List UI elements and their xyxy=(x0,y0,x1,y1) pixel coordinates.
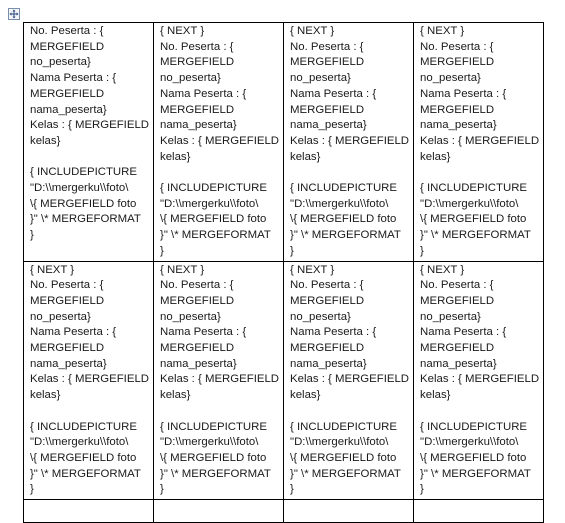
field-code-line: \{ MERGEFIELD foto xyxy=(420,451,527,464)
field-code-line: }" \* MERGEFORMAT xyxy=(420,467,531,480)
field-code-line: MERGEFIELD xyxy=(30,294,105,307)
field-code-line: kelas} xyxy=(290,150,321,163)
field-code-line: Nama Peserta : { xyxy=(160,326,247,339)
table-cell[interactable] xyxy=(414,500,544,523)
field-code-line: kelas} xyxy=(160,389,191,402)
field-code-line: { NEXT } xyxy=(420,263,465,276)
table-cell[interactable] xyxy=(154,500,284,523)
field-code-line: }" \* MERGEFORMAT xyxy=(30,213,141,226)
field-code-line: "D:\\mergerku\\foto\ xyxy=(30,182,129,195)
field-code-line: { NEXT } xyxy=(160,25,205,37)
field-code-line: kelas} xyxy=(420,150,451,163)
field-code-line: } xyxy=(290,244,294,257)
field-code-line: "D:\\mergerku\\foto\ xyxy=(30,436,129,449)
label-cell[interactable] xyxy=(414,261,544,500)
field-code-line: { NEXT } xyxy=(420,25,465,37)
field-code-line: { INCLUDEPICTURE xyxy=(30,166,137,179)
field-code-line: no_peserta} xyxy=(420,310,481,323)
field-code-line: no_peserta} xyxy=(30,56,91,69)
field-code-line: MERGEFIELD xyxy=(160,342,235,355)
field-code-line: "D:\\mergerku\\foto\ xyxy=(160,436,259,449)
field-code-line: { INCLUDEPICTURE xyxy=(30,420,137,433)
field-code-line: kelas} xyxy=(30,134,61,147)
field-code-line: } xyxy=(160,483,164,496)
field-code-line: MERGEFIELD xyxy=(30,87,105,100)
field-code-line: }" \* MERGEFORMAT xyxy=(420,229,531,242)
table-row xyxy=(24,261,544,500)
field-code-line: MERGEFIELD xyxy=(420,342,495,355)
field-code-line: }" \* MERGEFORMAT xyxy=(160,467,271,480)
field-code-line xyxy=(290,404,409,420)
field-code-line: kelas} xyxy=(30,389,61,402)
field-code-line: }" \* MERGEFORMAT xyxy=(160,229,271,242)
field-code-line: Kelas : { MERGEFIELD xyxy=(290,134,410,147)
field-code-line: } xyxy=(160,244,164,257)
field-code-line: No. Peserta : { xyxy=(30,279,104,292)
field-code-line: }" \* MERGEFORMAT xyxy=(290,229,401,242)
field-code-line: no_peserta} xyxy=(30,310,91,323)
field-code-line: \{ MERGEFIELD foto xyxy=(30,451,137,464)
table-cell[interactable] xyxy=(24,500,154,523)
field-code-line: No. Peserta : { xyxy=(420,40,494,53)
label-cell[interactable] xyxy=(24,261,154,500)
field-code-line: { INCLUDEPICTURE xyxy=(420,420,528,433)
field-code-line: MERGEFIELD xyxy=(290,103,365,116)
field-code-line: { INCLUDEPICTURE xyxy=(160,420,267,433)
field-code-line xyxy=(420,165,539,181)
table-move-handle[interactable] xyxy=(8,8,20,20)
label-cell[interactable] xyxy=(154,261,284,500)
field-code-line: No. Peserta : { xyxy=(30,25,104,37)
field-code-line: } xyxy=(420,244,424,257)
field-code-line: MERGEFIELD xyxy=(160,294,235,307)
field-code-line xyxy=(30,404,149,420)
field-code-line: Kelas : { MERGEFIELD xyxy=(160,134,280,147)
field-code-line: nama_peserta} xyxy=(290,119,367,132)
field-code-line: Nama Peserta : { xyxy=(290,326,377,339)
field-code-line: No. Peserta : { xyxy=(160,279,234,292)
field-code-line xyxy=(290,165,409,181)
field-code-line: MERGEFIELD xyxy=(420,56,495,69)
field-code-line xyxy=(160,165,279,181)
field-code-line: Nama Peserta : { xyxy=(30,72,117,85)
field-code-line: kelas} xyxy=(420,389,451,402)
field-code-line: }" \* MERGEFORMAT xyxy=(30,467,141,480)
field-code-line: MERGEFIELD xyxy=(290,294,365,307)
field-code-line: { INCLUDEPICTURE xyxy=(290,420,397,433)
field-code-line: } xyxy=(30,483,34,496)
field-code-line: Nama Peserta : { xyxy=(30,326,117,339)
field-code-line: Nama Peserta : { xyxy=(420,326,507,339)
field-code-line: Nama Peserta : { xyxy=(290,87,377,100)
field-code-line: "D:\\mergerku\\foto\ xyxy=(420,197,519,210)
field-code-line: MERGEFIELD xyxy=(30,40,105,53)
field-code-line: { INCLUDEPICTURE xyxy=(420,182,528,195)
label-cell[interactable] xyxy=(24,23,154,262)
field-code-line: } xyxy=(290,483,294,496)
field-code-line: { NEXT } xyxy=(30,263,75,276)
field-code-line: MERGEFIELD xyxy=(420,294,495,307)
label-cell[interactable] xyxy=(154,23,284,262)
field-code-line: \{ MERGEFIELD foto xyxy=(290,451,397,464)
field-code-line: } xyxy=(30,229,34,242)
table-cell[interactable] xyxy=(284,500,414,523)
field-code-line: nama_peserta} xyxy=(160,119,237,132)
field-code-line: MERGEFIELD xyxy=(30,342,105,355)
field-code-line: }" \* MERGEFORMAT xyxy=(290,467,401,480)
field-code-line: { INCLUDEPICTURE xyxy=(290,182,397,195)
label-cell[interactable] xyxy=(284,23,414,262)
field-code-line: Kelas : { MERGEFIELD xyxy=(160,373,280,386)
field-code-line: "D:\\mergerku\\foto\ xyxy=(420,436,519,449)
field-code-line: Kelas : { MERGEFIELD xyxy=(30,119,150,132)
field-code-line: Kelas : { MERGEFIELD xyxy=(290,373,410,386)
field-code-line: nama_peserta} xyxy=(420,357,497,370)
field-code-line: No. Peserta : { xyxy=(160,40,234,53)
field-code-line: Kelas : { MERGEFIELD xyxy=(30,373,150,386)
field-code-line: { INCLUDEPICTURE xyxy=(160,182,267,195)
table-row xyxy=(24,500,544,523)
field-code-line: no_peserta} xyxy=(290,310,351,323)
field-code-line: MERGEFIELD xyxy=(160,56,235,69)
field-code-line: nama_peserta} xyxy=(30,357,107,370)
field-code-line: } xyxy=(420,483,424,496)
field-code-line: "D:\\mergerku\\foto\ xyxy=(290,436,389,449)
field-code-line: \{ MERGEFIELD foto xyxy=(160,451,267,464)
field-code-line: No. Peserta : { xyxy=(290,40,364,53)
field-code-line: nama_peserta} xyxy=(290,357,367,370)
field-code-line xyxy=(160,404,279,420)
field-code-line: kelas} xyxy=(160,150,191,163)
field-code-line: MERGEFIELD xyxy=(290,56,365,69)
field-code-line: kelas} xyxy=(290,389,321,402)
field-code-line: "D:\\mergerku\\foto\ xyxy=(160,197,259,210)
field-code-line: No. Peserta : { xyxy=(290,279,364,292)
field-code-line: no_peserta} xyxy=(160,310,221,323)
mail-merge-label-table xyxy=(23,22,544,523)
field-code-line: MERGEFIELD xyxy=(160,103,235,116)
field-code-line: nama_peserta} xyxy=(30,103,107,116)
field-code-line: \{ MERGEFIELD foto xyxy=(30,197,137,210)
field-code-line xyxy=(30,150,149,166)
field-code-line: Nama Peserta : { xyxy=(420,87,507,100)
field-code-line: { NEXT } xyxy=(290,263,335,276)
field-code-line: no_peserta} xyxy=(290,72,351,85)
field-code-line: \{ MERGEFIELD foto xyxy=(290,213,397,226)
field-code-line: { NEXT } xyxy=(290,25,335,37)
field-code-line: no_peserta} xyxy=(160,72,221,85)
field-code-line: MERGEFIELD xyxy=(420,103,495,116)
field-code-line: No. Peserta : { xyxy=(420,279,494,292)
field-code-line xyxy=(420,404,539,420)
field-code-line: "D:\\mergerku\\foto\ xyxy=(290,197,389,210)
field-code-line: \{ MERGEFIELD foto xyxy=(420,213,527,226)
table-row xyxy=(24,23,544,262)
label-cell[interactable] xyxy=(284,261,414,500)
field-code-line: Kelas : { MERGEFIELD xyxy=(420,134,540,147)
move-arrows-icon xyxy=(9,9,19,19)
field-code-line: Nama Peserta : { xyxy=(160,87,247,100)
field-code-line: nama_peserta} xyxy=(420,119,497,132)
field-code-line: Kelas : { MERGEFIELD xyxy=(420,373,540,386)
field-code-line: \{ MERGEFIELD foto xyxy=(160,213,267,226)
field-code-line: MERGEFIELD xyxy=(290,342,365,355)
label-cell[interactable] xyxy=(414,23,544,262)
field-code-line: nama_peserta} xyxy=(160,357,237,370)
field-code-line: { NEXT } xyxy=(160,263,205,276)
field-code-line: no_peserta} xyxy=(420,72,481,85)
